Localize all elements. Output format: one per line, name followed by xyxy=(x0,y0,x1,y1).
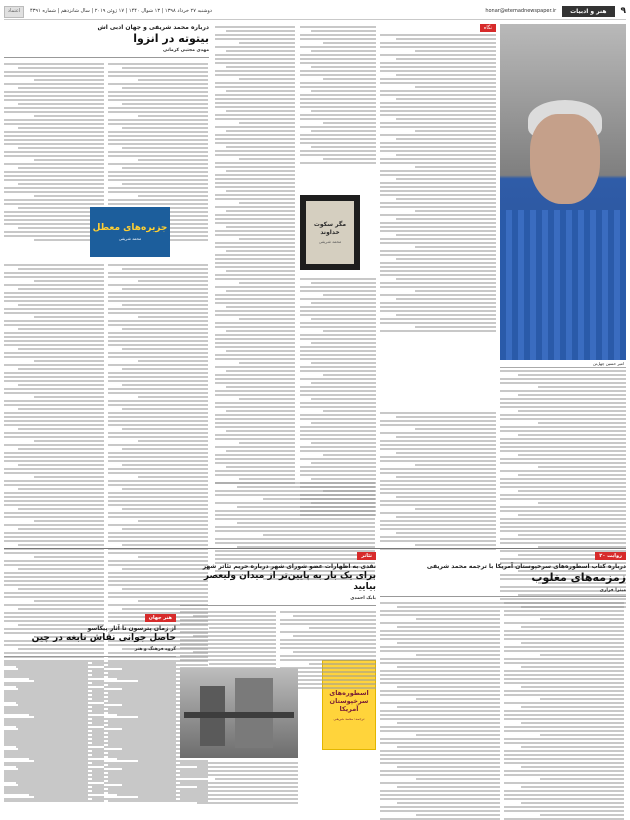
book2-title: جزیره‌های معطل xyxy=(92,222,168,233)
left-bottom-headline[interactable]: حاصل جوانی نقاش نابغه در چین xyxy=(31,632,176,643)
left-bottom-tag: هنر جهان xyxy=(145,614,176,622)
book-cover-title: مگر سکوت خداوند xyxy=(313,221,347,236)
section-header xyxy=(485,6,626,18)
book2-author: محمد شریفی xyxy=(118,236,142,242)
right-bottom-story xyxy=(380,552,626,820)
left-top-headline[interactable]: بیتوته در انزوا xyxy=(133,31,209,45)
newspaper-logo: اعتماد xyxy=(4,6,24,18)
right-bottom-kicker: درباره کتاب اسطوره‌های سرخپوستان آمریکا با ترجمه محمد شریفی xyxy=(426,563,626,571)
feature-column-2 xyxy=(300,24,376,166)
middle-bottom-tag: تئاتر xyxy=(357,552,376,560)
left-bottom-kicker: از زمان پترسون تا آثار پیکاسو xyxy=(87,625,176,633)
left-bottom-byline: گروه فرهنگ و هنر xyxy=(134,647,176,652)
portrait-shirt xyxy=(500,210,626,360)
left-top-byline: مهدی مجتبی کرمانی xyxy=(162,48,209,54)
feature-tag: نگاه xyxy=(480,24,496,32)
section-title: هنر و ادبیات xyxy=(562,6,614,18)
middle-bottom-continuation xyxy=(180,760,298,806)
page-number: ۹ xyxy=(620,5,626,16)
feature-column-3 xyxy=(215,24,295,486)
left-top-kicker: درباره محمد شریفی و جهان ادبی اش xyxy=(97,24,209,31)
horizontal-divider xyxy=(4,548,626,549)
portrait-caption: امیر حسین چهل‌تن xyxy=(500,360,626,368)
right-bottom-tag: روایت ۲۰ xyxy=(595,552,626,560)
section-email[interactable]: honar@etemadnewspaper.ir xyxy=(485,8,557,15)
right-bottom-byline: میترا فرازی xyxy=(599,587,626,593)
left-top-col-a xyxy=(4,61,104,243)
middle-bottom-kicker: نقدی به اظهارات عضو شورای شهر درباره حریم تئاتر شهر xyxy=(202,563,376,571)
theater-building-photo xyxy=(180,668,298,758)
masthead-group xyxy=(4,6,218,18)
left-bottom-story xyxy=(4,614,176,802)
middle-bottom-byline: بابک احمدی xyxy=(350,596,376,602)
portrait-face xyxy=(530,114,600,204)
feature-column-1 xyxy=(380,24,496,334)
book-cover-silence xyxy=(300,195,360,270)
page-header xyxy=(4,4,626,20)
book-cover-author: محمد شریفی xyxy=(318,239,342,244)
issue-date: دوشنبه ۲۷ خرداد ۱۳۹۸ | ۱۳ شوال ۱۴۴۰ | ۱۷ ژوئن ۲۰۱۹ | سال شانزدهم | شماره ۴۳۹۱ xyxy=(30,8,213,15)
right-bottom-headline[interactable]: زمزمه‌های مغلوب xyxy=(531,570,626,584)
author-portrait-image xyxy=(500,24,626,360)
middle-bottom-headline[interactable]: برای یک بار به پایین‌تر از میدان ولیعصر بیایید xyxy=(203,570,376,592)
building-ledge xyxy=(184,712,294,718)
book3-translator: ترجمه: محمد شریفی xyxy=(333,716,365,721)
book-cover-islands xyxy=(90,207,170,257)
book3-title: اسطوره‌های سرخپوستان آمریکا xyxy=(329,689,369,714)
feature-column-1-bottom xyxy=(380,410,496,552)
